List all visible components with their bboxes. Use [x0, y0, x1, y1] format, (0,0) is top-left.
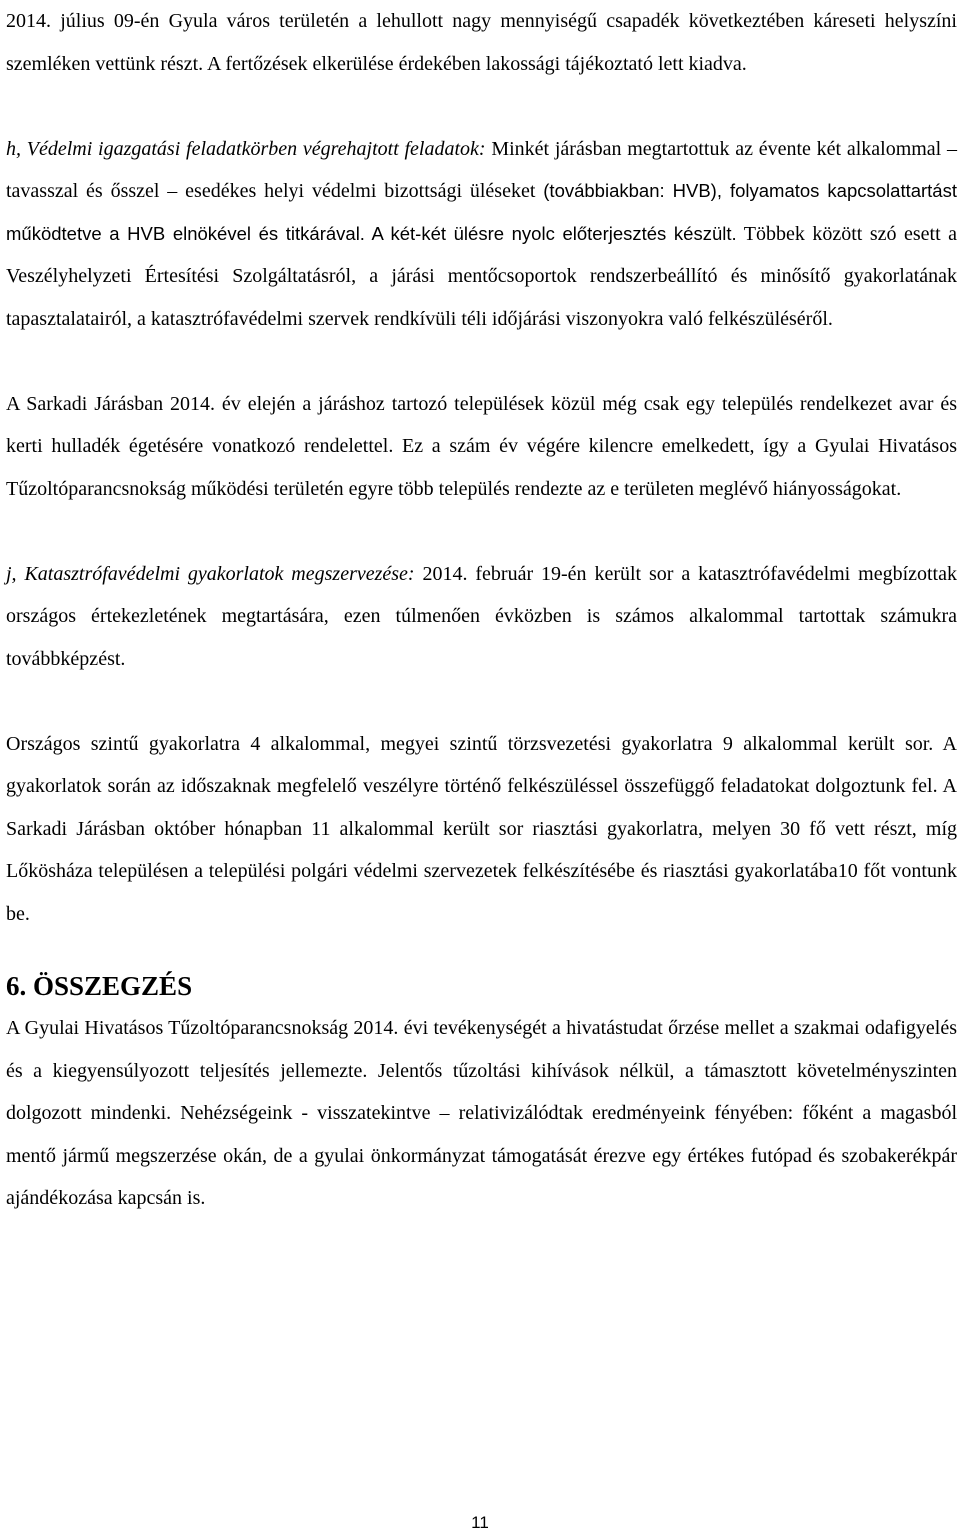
paragraph-exercises-stats: Országos szintű gyakorlatra 4 alkalommal, megyei szintű törzsvezetési gyakorlatra 9 alkalommal került sor. A gyakorlatok során az időszaknak megfelelő veszélyre történő felkészüléssel összefüggő feladatokat dolgoztunk fel. A Sarkadi Járásban október hónapban 11 alkalommal került sor riasztási gyakorlatra, melyen 30 fő vett részt, míg Lőkösháza településen a települési polgári védelmi szervezetek felkészítésébe és riasztási gyakorlatába10 főt vontunk be. [6, 732, 957, 925]
spacer [6, 85, 957, 128]
section-label-h: h, Védelmi igazgatási feladatkörben végrehajtott feladatok: [6, 137, 486, 160]
page-number: 11 [471, 1513, 489, 1532]
paragraph-summary: A Gyulai Hivatásos Tűzoltóparancsnokság 2014. évi tevékenységét a hivatástudat őrzése mellet a szakmai odafigyelés és a kiegyensúlyozott teljesítés jellemezte. Jelentős tűzoltási kihívások nélkül, a támasztott követelményszinten dolgozott mindenki. Nehézségeink - visszatekintve – relativizálódtak eredményeink fényében: főként a magasból mentő jármű megszerzése okán, de a gyulai önkormányzat támogatását érezve egy értékes futópad és szobakerékpár ajándékozása kapcsán is. [6, 1017, 957, 1209]
paragraph-flood-inspection: 2014. július 09-én Gyula város területén a lehullott nagy mennyiségű csapadék következtében káreseti helyszíni szemléken vettünk részt. A fertőzések elkerülése érdekében lakossági tájékoztató lett kiadva. [6, 10, 957, 75]
document-page [6, 0, 957, 1220]
paragraph-text: 2014. február 19-én került sor a katasztrófavédelmi megbízottak országos értekezletének megtartására, ezen túlmenően évközben is számos alkalommal tartottak számukra továbbképzést. [6, 562, 957, 670]
spacer [6, 510, 957, 553]
paragraph-text: Többek között szó esett a Veszélyhelyzeti Értesítési Szolgáltatásról, a járási mentőcsoportok rendszerbeállító és minősítő gyakorlatának tapasztalatairól, a katasztrófavédelmi szervek rendkívüli téli időjárási viszonyokra való felkészüléséről. [6, 222, 957, 330]
spacer [6, 680, 957, 723]
spacer [6, 935, 957, 965]
paragraph-text: Minkét járásban megtartottuk az évente két alkalommal – tavasszal és ősszel – esedékes helyi védelmi bizottsági üléseket [6, 137, 957, 202]
section-label-j: j, Katasztrófavédelmi gyakorlatok megszervezése: [6, 562, 415, 585]
paragraph-defense-admin [6, 128, 957, 341]
section-heading-summary: 6. ÖSSZEGZÉS [6, 971, 193, 1001]
paragraph-text-sans: (továbbiakban: HVB), folyamatos kapcsolattartást működtetve a HVB elnökével és titkárával. A két-két ülésre nyolc előterjesztés készült. [6, 180, 957, 244]
paragraph-sarkadi-decrees: A Sarkadi Járásban 2014. év elején a járáshoz tartozó települések közül még csak egy település rendelkezet avar és kerti hulladék égetésére vonatkozó rendelettel. Ez a szám év végére kilencre emelkedett, így a Gyulai Hivatásos Tűzoltóparancsnokság működési területén egyre több település rendezte az e területen meglévő hiányosságokat. [6, 392, 957, 500]
spacer [6, 340, 957, 383]
paragraph-exercises-organization [6, 553, 957, 681]
